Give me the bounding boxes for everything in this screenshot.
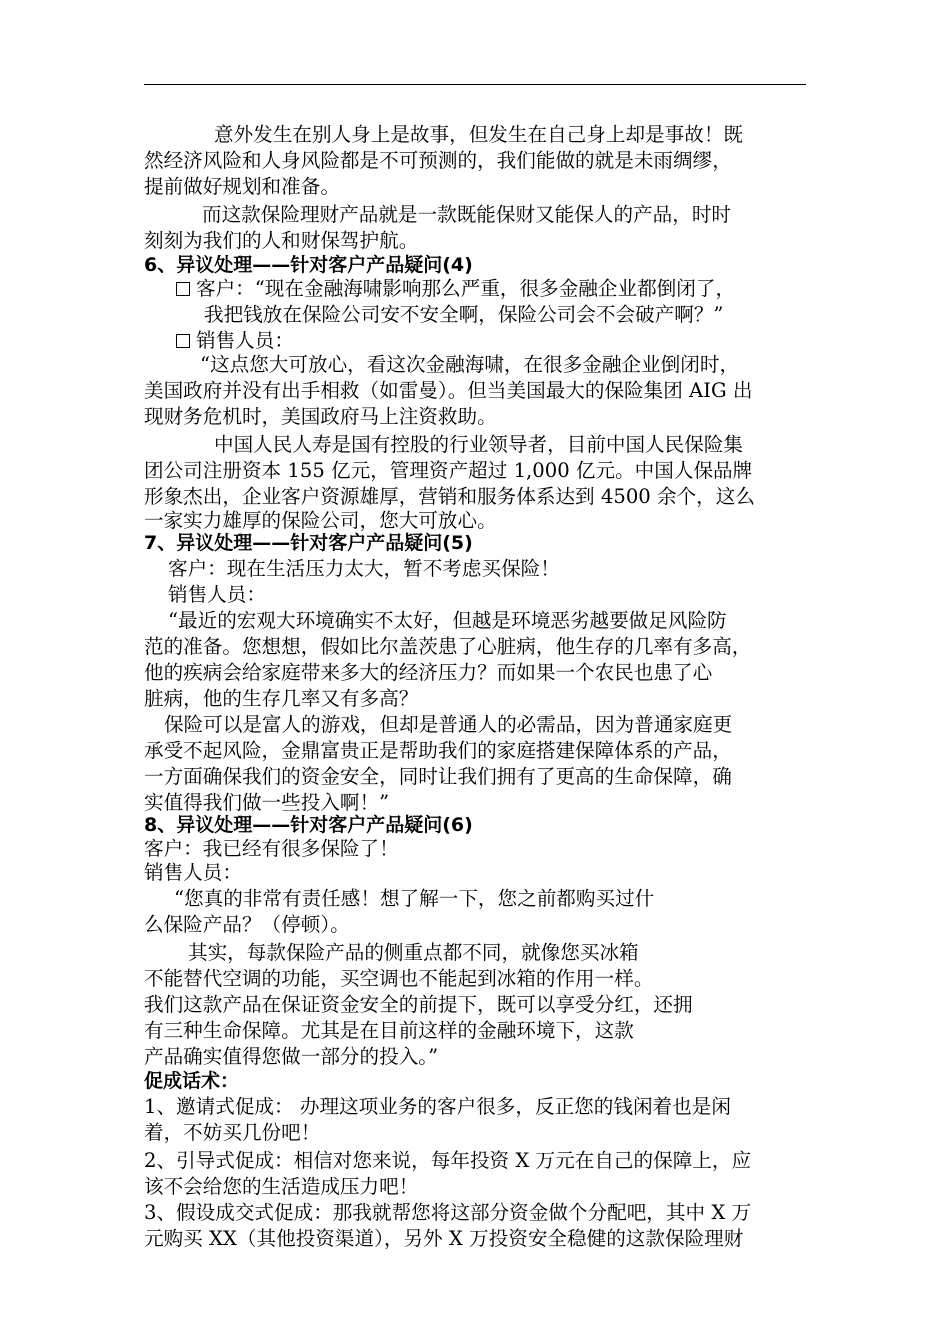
body-line: 着，不妨买几份吧！ bbox=[144, 1121, 321, 1144]
body-line: 而这款保险理财产品就是一款既能保财又能保人的产品，时时 bbox=[202, 203, 732, 226]
body-line: 承受不起风险，金鼎富贵正是帮助我们的家庭搭建保障体系的产品， bbox=[144, 739, 732, 762]
body-line: 产品确实值得您做一部分的投入。” bbox=[144, 1045, 439, 1068]
body-line: 3、假设成交式促成：那我就帮您将这部分资金做个分配吧，其中 X 万 bbox=[144, 1201, 752, 1224]
body-line: 形象杰出，企业客户资源雄厚，营销和服务体系达到 4500 余个，这么 bbox=[144, 485, 755, 508]
body-line: 不能替代空调的功能，买空调也不能起到冰箱的作用一样。 bbox=[144, 967, 654, 990]
body-line: “这点您大可放心，看这次金融海啸，在很多金融企业倒闭时， bbox=[200, 353, 740, 376]
section-heading: 6、异议处理——针对客户产品疑问(4) bbox=[144, 254, 473, 276]
body-line: 然经济风险和人身风险都是不可预测的，我们能做的就是未雨绸缪， bbox=[144, 149, 732, 172]
section-heading: 促成话术： bbox=[144, 1070, 240, 1092]
checkbox-icon bbox=[176, 282, 190, 296]
body-line: 2、引导式促成：相信对您来说，每年投资 X 万元在自己的保障上，应 bbox=[144, 1149, 752, 1172]
dialogue-line: 销售人员： bbox=[144, 861, 242, 884]
body-line: 元购买 XX（其他投资渠道），另外 X 万投资安全稳健的这款保险理财 bbox=[144, 1227, 744, 1250]
body-line: 他的疾病会给家庭带来多大的经济压力？而如果一个农民也患了心 bbox=[144, 661, 713, 684]
body-line: 提前做好规划和准备。 bbox=[144, 175, 340, 198]
dialogue-line: 客户：我已经有很多保险了！ bbox=[144, 837, 399, 860]
body-line: 团公司注册资本 155 亿元，管理资产超过 1,000 亿元。中国人保品牌 bbox=[144, 459, 753, 482]
body-line: 么保险产品？（停顿）。 bbox=[144, 913, 350, 936]
body-line: 刻刻为我们的人和财保驾护航。 bbox=[144, 229, 419, 252]
checkbox-icon bbox=[176, 334, 190, 348]
body-line: 范的准备。您想想，假如比尔盖茨患了心脏病，他生存的几率有多高， bbox=[144, 635, 752, 658]
body-line: 一家实力雄厚的保险公司，您大可放心。 bbox=[144, 509, 497, 532]
body-line: 该不会给您的生活造成压力吧！ bbox=[144, 1175, 419, 1198]
body-line: 实值得我们做一些投入啊！” bbox=[144, 791, 390, 814]
section-heading: 7、异议处理——针对客户产品疑问(5) bbox=[144, 532, 473, 554]
body-line: 意外发生在别人身上是故事，但发生在自己身上却是事故！既 bbox=[214, 123, 744, 146]
section-heading: 8、异议处理——针对客户产品疑问(6) bbox=[144, 814, 473, 836]
body-line: 其实，每款保险产品的侧重点都不同，就像您买冰箱 bbox=[188, 941, 639, 964]
body-line: 中国人民人寿是国有控股的行业领导者，目前中国人民保险集 bbox=[214, 433, 744, 456]
body-line: 现财务危机时，美国政府马上注资救助。 bbox=[144, 405, 497, 428]
body-line: 有三种生命保障。尤其是在目前这样的金融环境下，这款 bbox=[144, 1019, 634, 1042]
body-line: 脏病，他的生存几率又有多高？ bbox=[144, 687, 419, 710]
body-line: 我们这款产品在保证资金安全的前提下，既可以享受分红，还拥 bbox=[144, 993, 693, 1016]
dialogue-line: 销售人员： bbox=[168, 583, 266, 606]
body-line: 一方面确保我们的资金安全，同时让我们拥有了更高的生命保障，确 bbox=[144, 765, 732, 788]
dialogue-line: 我把钱放在保险公司安不安全啊，保险公司会不会破产啊？” bbox=[204, 303, 724, 326]
body-line: 美国政府并没有出手相救（如雷曼）。但当美国最大的保险集团 AIG 出 bbox=[144, 379, 753, 402]
header-rule bbox=[144, 84, 806, 85]
body-line: 1、邀请式促成： 办理这项业务的客户很多，反正您的钱闲着也是闲 bbox=[144, 1095, 731, 1118]
body-line: 保险可以是富人的游戏，但却是普通人的必需品，因为普通家庭更 bbox=[164, 713, 733, 736]
dialogue-line: 客户：“现在金融海啸影响那么严重，很多金融企业都倒闭了， bbox=[176, 276, 735, 302]
dialogue-line: 客户：现在生活压力太大，暂不考虑买保险！ bbox=[168, 557, 560, 580]
body-line: “最近的宏观大环境确实不太好，但越是环境恶劣越要做足风险防 bbox=[168, 609, 727, 632]
body-line: “您真的非常有责任感！想了解一下，您之前都购买过什 bbox=[174, 887, 655, 910]
dialogue-line: 销售人员： bbox=[176, 328, 294, 354]
